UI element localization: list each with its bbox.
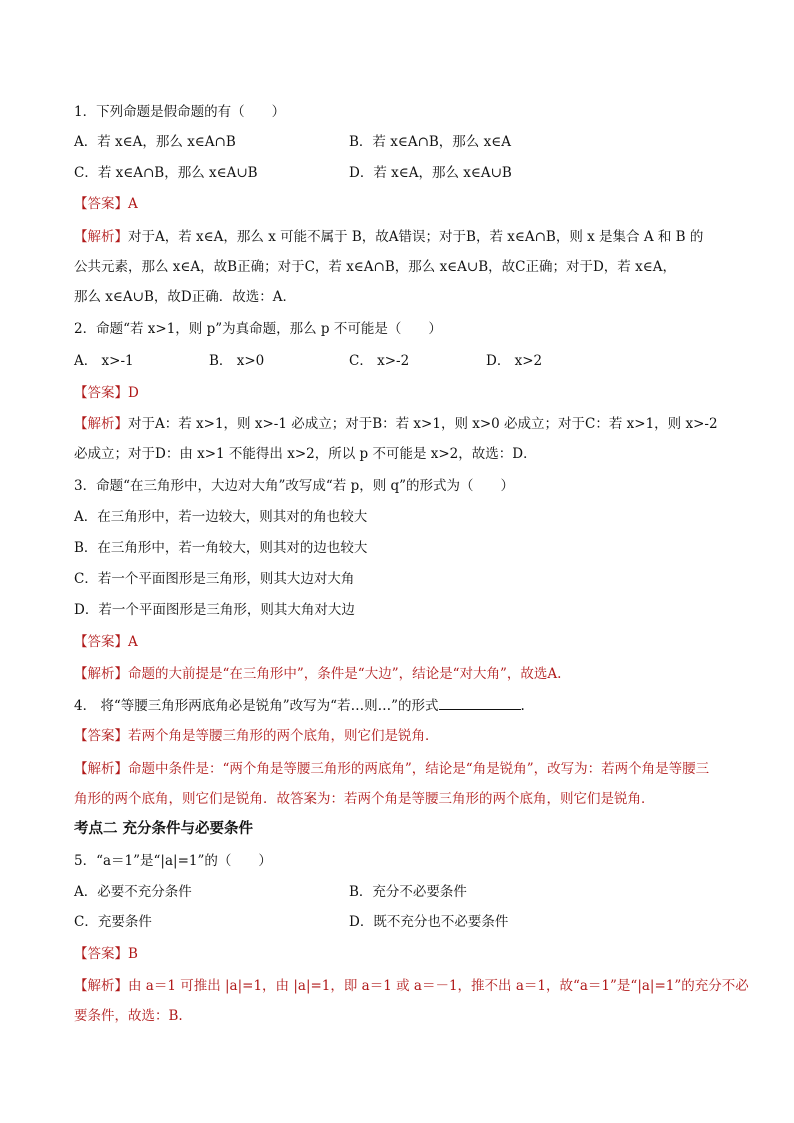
q3-option-a: A．在三角形中，若一边较大，则其对的角也较大 bbox=[74, 509, 368, 525]
q5-option-b: B．充分不必要条件 bbox=[349, 884, 467, 900]
q5-analysis-line-2 bbox=[74, 1007, 183, 1025]
q5-stem: 5．“a＝1”是“|a|=1”的（ ） bbox=[74, 853, 272, 869]
q5-option-a: A．必要不充分条件 bbox=[74, 884, 192, 900]
analysis-tag: 【解析】 bbox=[74, 666, 128, 682]
q2-stem: 2．命题“若 x>1，则 p”为真命题，那么 p 不可能是（ ） bbox=[74, 321, 442, 337]
q2-option-c: C． x>-2 bbox=[349, 353, 410, 369]
q4-stem bbox=[74, 695, 525, 715]
q4-analysis-line-2 bbox=[74, 790, 655, 808]
answer-tag: 【答案】 bbox=[74, 634, 128, 650]
q4-answer-line bbox=[74, 727, 439, 745]
q3-stem: 3．命题“在三角形中，大边对大角”改写成“若 p，则 q”的形式为（ ） bbox=[74, 478, 515, 494]
q5-option-d: D．既不充分也不必要条件 bbox=[349, 914, 509, 930]
q1-option-c: C．若 x∈A∩B，那么 x∈A∪B bbox=[74, 165, 258, 181]
q3-answer-line bbox=[74, 633, 138, 651]
q1-analysis-line-2: 公共元素，那么 x∈A，故B正确；对于C，若 x∈A∩B，那么 x∈A∪B，故C正确；对于D，若 x∈A， bbox=[74, 259, 676, 275]
q5-analysis-text-1: 由 a＝1 可推出 |a|=1，由 |a|=1，即 a＝1 或 a＝－1，推不出 a＝1，故“a＝1”是“|a|=1”的充分不必 bbox=[128, 978, 749, 994]
section-heading: 考点二 充分条件与必要条件 bbox=[74, 821, 254, 837]
q1-answer: A bbox=[128, 196, 138, 212]
q1-option-a: A．若 x∈A，那么 x∈A∩B bbox=[74, 134, 236, 150]
q1-option-d: D．若 x∈A，那么 x∈A∪B bbox=[349, 165, 512, 181]
answer-tag: 【答案】 bbox=[74, 196, 128, 212]
q2-analysis-text-1: 对于A：若 x>1，则 x>-1 必成立；对于B：若 x>1，则 x>0 必成立；对于C：若 x>1，则 x>-2 bbox=[128, 416, 718, 432]
q5-option-c: C．充要条件 bbox=[74, 914, 152, 930]
q5-answer: B bbox=[128, 946, 138, 962]
q2-analysis-line-1 bbox=[74, 415, 718, 433]
q3-option-d: D．若一个平面图形是三角形，则其大角对大边 bbox=[74, 602, 355, 618]
q4-answer: 若两个角是等腰三角形的两个底角，则它们是锐角． bbox=[128, 728, 439, 744]
q2-answer: D bbox=[128, 385, 139, 401]
analysis-tag: 【解析】 bbox=[74, 229, 128, 245]
q1-analysis-text-1: 对于A，若 x∈A，那么 x 可能不属于 B，故A错误；对于B，若 x∈A∩B，则 x 是集合 A 和 B 的 bbox=[128, 229, 704, 245]
q1-answer-line bbox=[74, 195, 138, 213]
analysis-tag: 【解析】 bbox=[74, 761, 128, 777]
analysis-tag: 【解析】 bbox=[74, 978, 128, 994]
answer-tag: 【答案】 bbox=[74, 385, 128, 401]
q4-stem-end: . bbox=[520, 698, 525, 714]
q4-analysis-text-2: 角形的两个底角，则它们是锐角．故答案为：若两个角是等腰三角形的两个底角，则它们是锐角． bbox=[74, 791, 655, 807]
q3-analysis-text-1: 命题的大前提是“在三角形中”，条件是“大边”，结论是“对大角”，故选A. bbox=[128, 666, 562, 682]
answer-tag: 【答案】 bbox=[74, 728, 128, 744]
q3-analysis-line-1 bbox=[74, 665, 561, 683]
answer-tag: 【答案】 bbox=[74, 946, 128, 962]
q4-answer-blank bbox=[439, 695, 521, 710]
q2-option-d: D． x>2 bbox=[486, 353, 543, 369]
q2-option-b: B． x>0 bbox=[209, 353, 265, 369]
q3-option-c: C．若一个平面图形是三角形，则其大边对大角 bbox=[74, 571, 355, 587]
q5-analysis-text-2: 要条件，故选：B. bbox=[74, 1008, 183, 1024]
q4-analysis-text-1: 命题中条件是：“两个角是等腰三角形的两底角”，结论是“角是锐角”，改写为：若两个角是等腰三 bbox=[128, 761, 710, 777]
q3-option-b: B．在三角形中，若一角较大，则其对的边也较大 bbox=[74, 540, 368, 556]
q5-analysis-line-1 bbox=[74, 977, 749, 995]
q1-option-b: B．若 x∈A∩B，那么 x∈A bbox=[349, 134, 511, 150]
q4-stem-text: 4． 将“等腰三角形两底角必是锐角”改写为“若…则…”的形式 bbox=[74, 698, 439, 714]
q1-analysis-line-3: 那么 x∈A∪B，故D正确．故选：A． bbox=[74, 289, 296, 305]
q4-analysis-line-1 bbox=[74, 760, 709, 778]
q3-answer: A bbox=[128, 634, 138, 650]
q2-option-a: A． x>-1 bbox=[74, 353, 134, 369]
q2-answer-line bbox=[74, 384, 139, 402]
q1-stem: 1．下列命题是假命题的有（ ） bbox=[74, 104, 286, 120]
q1-analysis-line-1 bbox=[74, 228, 703, 246]
analysis-tag: 【解析】 bbox=[74, 416, 128, 432]
q2-analysis-line-2: 必成立；对于D：由 x>1 不能得出 x>2，所以 p 不可能是 x>2，故选：D． bbox=[74, 446, 537, 462]
q5-answer-line bbox=[74, 945, 138, 963]
